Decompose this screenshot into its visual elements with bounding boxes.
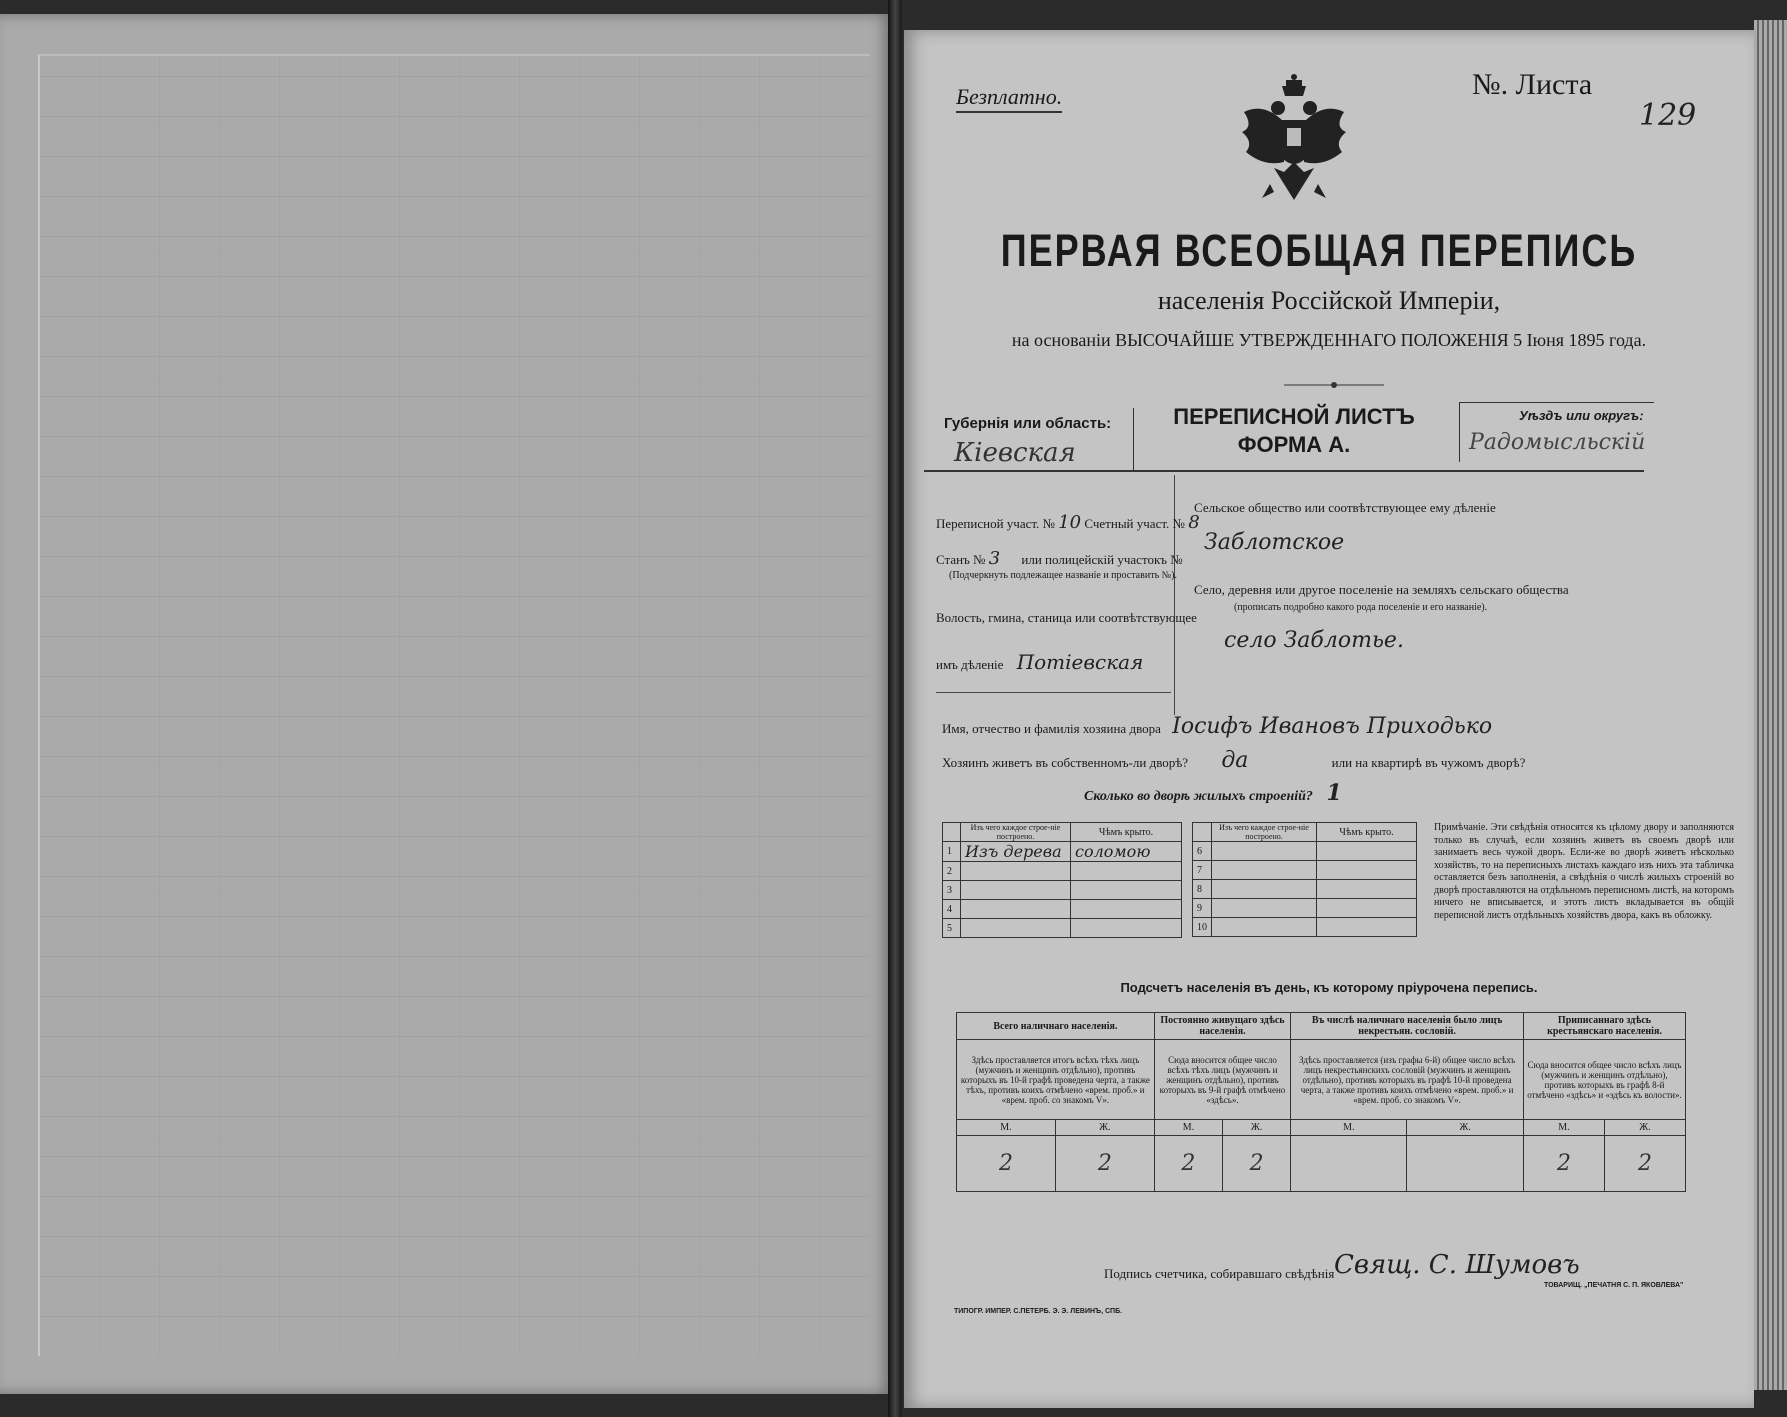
- own-yard-value: да: [1221, 748, 1249, 773]
- owner-field: [942, 714, 1492, 739]
- own-yard-label: Хозяинъ живетъ въ собственномъ-ли дворѣ?: [942, 755, 1189, 770]
- col-permanent-desc: Сюда вносится общее число всѣхъ тѣхъ лицъ (мужчинъ и женщинъ отдѣльно), противъ которыхъ въ 9-й графѣ отмѣчено «здѣсь».: [1154, 1040, 1290, 1120]
- roof-cell: [1317, 861, 1417, 880]
- table-row: [1193, 880, 1417, 899]
- roof-cell: [1071, 881, 1182, 900]
- row-number: 3: [943, 881, 961, 900]
- guberniya-label: Губернія или область:: [944, 415, 1112, 432]
- folio-number: 129: [1639, 98, 1697, 133]
- buildings-table-header: [1193, 823, 1417, 842]
- female-label: Ж.: [1055, 1120, 1154, 1136]
- row-number: 10: [1193, 918, 1212, 937]
- form-subtitle: населенія Россійской Имперіи,: [1157, 286, 1501, 315]
- population-table: [956, 1012, 1686, 1192]
- imperial-eagle-emblem: [1234, 72, 1354, 212]
- male-label: М.: [1523, 1120, 1604, 1136]
- row-number: 9: [1193, 899, 1212, 918]
- col-registered-desc: Сюда вносится общее число всѣхъ лицъ (мужчинъ и женщинъ отдѣльно), противъ которыхъ въ графѣ 8-й отмѣчено «здѣсь» и «здѣсь къ волости».: [1523, 1040, 1685, 1120]
- nonpeasant-female-value: [1407, 1136, 1524, 1192]
- population-values-row: [957, 1136, 1686, 1192]
- roof-cell: [1317, 918, 1417, 937]
- owner-label: Имя, отчество и фамилія хозяина двора: [942, 721, 1161, 736]
- column-divider: [1174, 475, 1175, 715]
- buildings-count-value: 1: [1326, 780, 1342, 806]
- nonpeasant-male-value: [1291, 1136, 1407, 1192]
- form-title-line-1: ПЕРЕПИСНОЙ ЛИСТЪ: [1173, 404, 1415, 429]
- census-district-value: 10: [1058, 512, 1082, 533]
- owner-value: Іосифъ Ивановъ Приходько: [1172, 714, 1493, 739]
- col-total-title: Всего наличнаго населенія.: [957, 1013, 1155, 1040]
- volost-label: Волость, гмина, станица или соотвѣтствующее: [936, 610, 1197, 625]
- count-district-label: Счетный участ. №: [1084, 516, 1185, 531]
- table-row: [943, 842, 1182, 862]
- buildings-count-field: [1084, 780, 1342, 806]
- row-number: 7: [1193, 861, 1212, 880]
- volost-value: Потіевская: [1016, 650, 1144, 674]
- material-cell: [1212, 918, 1317, 937]
- roof-cell: соломою: [1071, 842, 1182, 862]
- left-page: [0, 14, 892, 1394]
- uezd-label: Уѣздъ или округъ:: [1519, 408, 1644, 423]
- volost-underline: [936, 692, 1171, 693]
- female-label: Ж.: [1222, 1120, 1290, 1136]
- census-district-field: [936, 512, 1200, 533]
- material-cell: [961, 862, 1071, 881]
- row-number: 6: [1193, 842, 1212, 861]
- book-spine: [888, 0, 902, 1417]
- material-cell: [961, 881, 1071, 900]
- population-desc-row: [957, 1040, 1686, 1120]
- ornament-divider: [1284, 380, 1384, 390]
- registered-male-value: 2: [1523, 1136, 1604, 1192]
- roof-cell: [1071, 900, 1182, 919]
- buildings-table-header: [943, 823, 1182, 842]
- count-district-value: 8: [1188, 512, 1200, 533]
- male-label: М.: [1291, 1120, 1407, 1136]
- table-row: [1193, 899, 1417, 918]
- col-permanent-title: Постоянно живущаго здѣсь населенія.: [1154, 1013, 1290, 1040]
- roof-header: Чѣмъ крыто.: [1317, 823, 1417, 842]
- table-row: [943, 862, 1182, 881]
- material-header: Изъ чего каждое строе-ніе построено.: [961, 823, 1071, 842]
- form-main-title: ПЕРВАЯ ВСЕОБЩАЯ ПЕРЕПИСЬ: [1000, 224, 1638, 276]
- header-rule: [924, 470, 1644, 472]
- row-number: 2: [943, 862, 961, 881]
- table-row: [1193, 861, 1417, 880]
- material-cell: Изъ дерева: [961, 842, 1071, 862]
- material-cell: [1212, 899, 1317, 918]
- roof-cell: [1317, 899, 1417, 918]
- row-number: 4: [943, 900, 961, 919]
- census-form-page: [904, 30, 1754, 1408]
- uezd-value: Радомысльскій: [1469, 430, 1646, 455]
- table-row: [943, 881, 1182, 900]
- row-number: 5: [943, 919, 961, 938]
- guberniya-value: Кіевская: [954, 438, 1076, 468]
- material-cell: [961, 900, 1071, 919]
- col-total-desc: Здѣсь проставляется итогъ всѣхъ тѣхъ лицъ (мужчинъ и женщинъ отдѣльно), противъ которыхъ въ 10-й графѣ проведена черта, а также тѣхъ, противъ коихъ отмѣчено «врем. проб.» и «врем. проб. со знакомъ V».: [957, 1040, 1155, 1120]
- village-label: Село, деревня или другое поселеніе на земляхъ сельскаго общества: [1194, 582, 1569, 597]
- stan-label: Станъ №: [936, 552, 986, 567]
- population-sex-row: [957, 1120, 1686, 1136]
- total-male-value: 2: [957, 1136, 1056, 1192]
- permanent-male-value: 2: [1154, 1136, 1222, 1192]
- male-label: М.: [957, 1120, 1056, 1136]
- volost-label-2: имъ дѣленіе: [936, 657, 1004, 672]
- table-row: [1193, 918, 1417, 937]
- roof-header: Чѣмъ крыто.: [1071, 823, 1182, 842]
- registered-female-value: 2: [1604, 1136, 1685, 1192]
- col-nonpeasant-title: Въ числѣ наличнаго населенія было лицъ некрестьян. сословій.: [1291, 1013, 1524, 1040]
- rented-label: или на квартирѣ въ чужомъ дворѣ?: [1331, 755, 1526, 770]
- census-district-label: Переписной участ. №: [936, 516, 1055, 531]
- buildings-table-left: [942, 822, 1182, 938]
- society-value: Заблотское: [1204, 530, 1345, 555]
- population-count-heading: Подсчетъ населенія въ день, къ которому пріурочена перепись.: [1120, 980, 1538, 995]
- buildings-count-label: Сколько во дворѣ жилыхъ строеній?: [1084, 789, 1313, 804]
- num-header-cell: [943, 823, 961, 842]
- own-yard-field: [942, 748, 1525, 773]
- female-label: Ж.: [1604, 1120, 1685, 1136]
- material-header: Изъ чего каждое строе-ніе построено.: [1212, 823, 1317, 842]
- num-header-cell: [1193, 823, 1212, 842]
- enumerator-signature: Свящ. С. Шумовъ: [1334, 1250, 1580, 1280]
- buildings-note: Примѣчаніе. Эти свѣдѣнія относятся къ цѣлому двору и заполняются только въ случаѣ, если хозяинъ живетъ въ своемъ дворѣ или занимаетъ весь чужой дворъ. Если-же во дворѣ живетъ нѣсколько хозяйствъ, то на переписныхъ листахъ каждаго изъ нихъ эта табличка оставляется безъ заполненія, а свѣдѣнія о числѣ жилыхъ строеній во дворѣ проставляются на отдѣльномъ переписномъ листѣ, на которомъ ничего не вписывается, и этотъ листъ вкладывается въ общій переписной листъ отдѣльныхъ хозяйствъ двора, какъ въ обложку.: [1434, 822, 1734, 921]
- permanent-female-value: 2: [1222, 1136, 1290, 1192]
- page-stack-edge: [1754, 20, 1787, 1390]
- form-type-title: [1144, 403, 1444, 459]
- enumerator-signature-label: Подпись счетчика, собиравшаго свѣдѣнія: [1104, 1266, 1335, 1281]
- col-registered-title: Приписаннаго здѣсь крестьянскаго населенія.: [1523, 1013, 1685, 1040]
- total-female-value: 2: [1055, 1136, 1154, 1192]
- society-label: Сельское общество или соотвѣтствующее ему дѣленіе: [1194, 500, 1496, 515]
- table-row: [1193, 842, 1417, 861]
- male-label: М.: [1154, 1120, 1222, 1136]
- row-number: 1: [943, 842, 961, 862]
- buildings-table-right: [1192, 822, 1417, 937]
- sheet-number-label: №. Листа: [1472, 68, 1593, 101]
- material-cell: [1212, 861, 1317, 880]
- police-district-label: или полицейскій участокъ №: [1021, 552, 1183, 567]
- roof-cell: [1317, 880, 1417, 899]
- table-row: [943, 919, 1182, 938]
- stan-hint: (Подчеркнуть подлежащее названіе и проставить №).: [949, 570, 1177, 581]
- village-value: село Заблотье.: [1224, 628, 1404, 653]
- roof-cell: [1071, 862, 1182, 881]
- stan-field: [936, 548, 1183, 569]
- material-cell: [1212, 880, 1317, 899]
- printer-imprint-right: ТОВАРИЩ. „ПЕЧАТНЯ С. П. ЯКОВЛЕВА": [1544, 1282, 1684, 1289]
- free-label: Безплатно.: [956, 84, 1062, 113]
- stan-value: 3: [988, 548, 1001, 569]
- population-header-row: [957, 1013, 1686, 1040]
- printer-imprint-left: ТИПОГР. ИМПЕР. С.ПЕТЕРБ. Э. Э. ЛЕВИНЪ, СПБ.: [954, 1308, 1123, 1315]
- roof-cell: [1317, 842, 1417, 861]
- col-nonpeasant-desc: Здѣсь проставляется (изъ графы 6-й) общее число всѣхъ лицъ некрестьянскихъ сословій (мужчинъ и женщинъ отдѣльно), противъ которыхъ въ графѣ 10-й проведена черта, а также противъ коихъ отмѣчено «врем. проб.» и «врем. проб. со знакомъ V».: [1291, 1040, 1524, 1120]
- legal-basis-line: на основаніи ВЫСОЧАЙШЕ УТВЕРЖДЕННАГО ПОЛОЖЕНІЯ 5 Іюня 1895 года.: [1011, 330, 1647, 350]
- female-label: Ж.: [1407, 1120, 1524, 1136]
- material-cell: [1212, 842, 1317, 861]
- blank-ledger-sheet: [38, 54, 870, 1356]
- material-cell: [961, 919, 1071, 938]
- village-hint: (прописать подробно какого рода поселеніе и его названіе).: [1234, 602, 1488, 613]
- roof-cell: [1071, 919, 1182, 938]
- volost-field: [936, 650, 1143, 674]
- row-number: 8: [1193, 880, 1212, 899]
- form-title-line-2: ФОРМА А.: [1237, 432, 1351, 457]
- table-row: [943, 900, 1182, 919]
